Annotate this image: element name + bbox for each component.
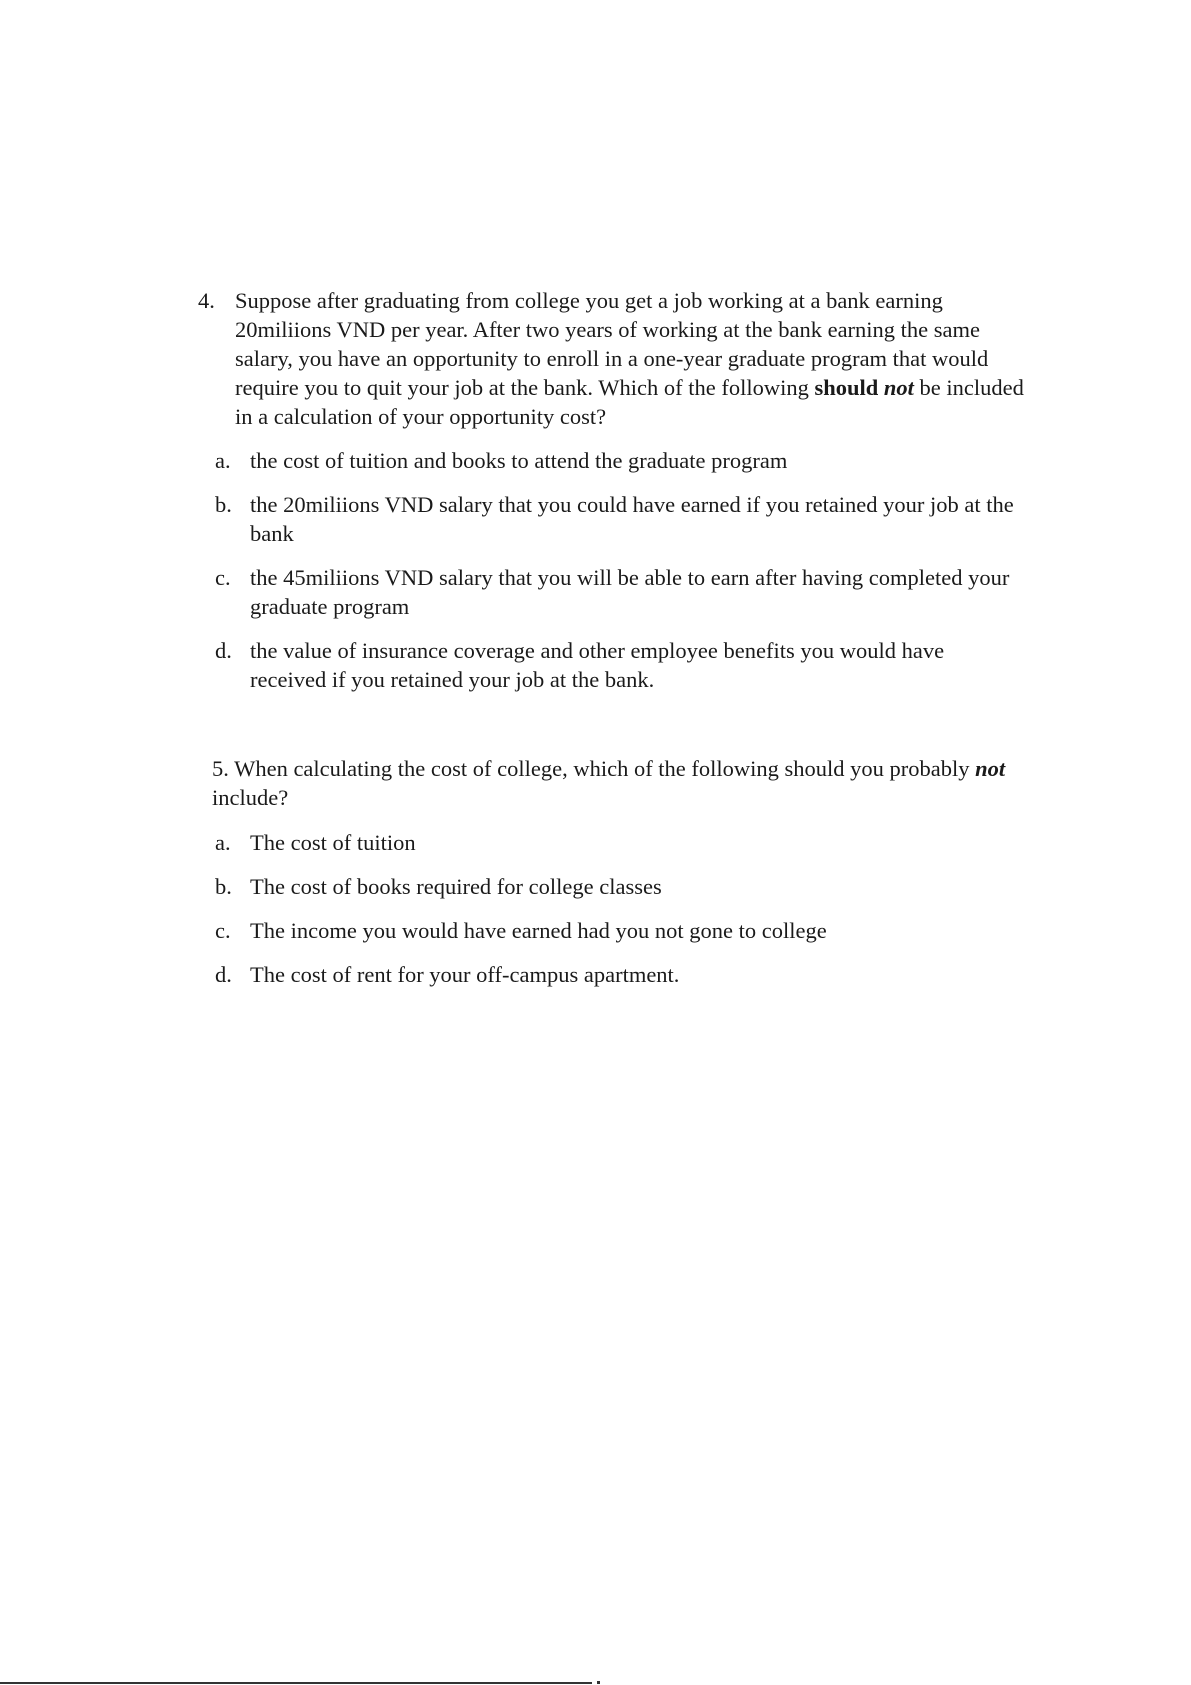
- option-letter: b.: [215, 874, 232, 899]
- question-5-text-main: 5. When calculating the cost of college, which of the following should you probably: [212, 756, 976, 781]
- question-4-text-end: be included in a calculation of your opportunity cost?: [235, 375, 1024, 429]
- option-letter: c.: [215, 918, 231, 943]
- question-5: [212, 754, 1022, 812]
- option-letter: b.: [215, 492, 232, 517]
- question-4-option-b: [215, 490, 1025, 548]
- question-4: [198, 286, 1028, 431]
- bottom-divider-dot: [597, 1681, 600, 1684]
- option-text: the value of insurance coverage and other employee benefits you would have received if you retained your job at the bank.: [250, 638, 945, 692]
- option-text: The cost of rent for your off-campus apartment.: [250, 962, 680, 987]
- option-text: the 45miliions VND salary that you will be able to earn after having completed your graduate program: [250, 565, 1010, 619]
- option-text: the 20miliions VND salary that you could have earned if you retained your job at the bank: [250, 492, 1014, 546]
- question-4-option-d: [215, 636, 1025, 694]
- question-5-option-b: [215, 872, 1025, 901]
- question-5-emphasis-not: not: [975, 756, 1006, 781]
- bottom-divider: [0, 1682, 592, 1684]
- option-letter: a.: [215, 830, 231, 855]
- question-4-text-main: Suppose after graduating from college you get a job working at a bank earning 20miliions VND per year. After two years of working at the bank earning the same salary, you have an opportunity to enroll in a one-year graduate program that would require you to quit your job at the bank. Which of the following: [235, 288, 989, 400]
- option-text: the cost of tuition and books to attend the graduate program: [250, 448, 788, 473]
- question-4-option-a: [215, 446, 1025, 475]
- question-5-option-a: [215, 828, 1025, 857]
- option-text: The income you would have earned had you not gone to college: [250, 918, 827, 943]
- option-letter: a.: [215, 448, 231, 473]
- question-5-options: [215, 828, 1025, 1004]
- option-text: The cost of books required for college classes: [250, 874, 662, 899]
- option-letter: d.: [215, 638, 232, 663]
- option-text: The cost of tuition: [250, 830, 416, 855]
- question-4-number: 4.: [198, 288, 215, 313]
- option-letter: d.: [215, 962, 232, 987]
- question-4-text: [235, 286, 1028, 431]
- question-4-option-c: [215, 563, 1025, 621]
- question-4-emphasis-should: should: [814, 375, 879, 400]
- option-letter: c.: [215, 565, 231, 590]
- question-4-emphasis-not: not: [883, 375, 914, 400]
- question-5-text-end: include?: [212, 785, 289, 810]
- question-4-options: [215, 446, 1025, 709]
- question-5-option-d: [215, 960, 1025, 989]
- question-5-option-c: [215, 916, 1025, 945]
